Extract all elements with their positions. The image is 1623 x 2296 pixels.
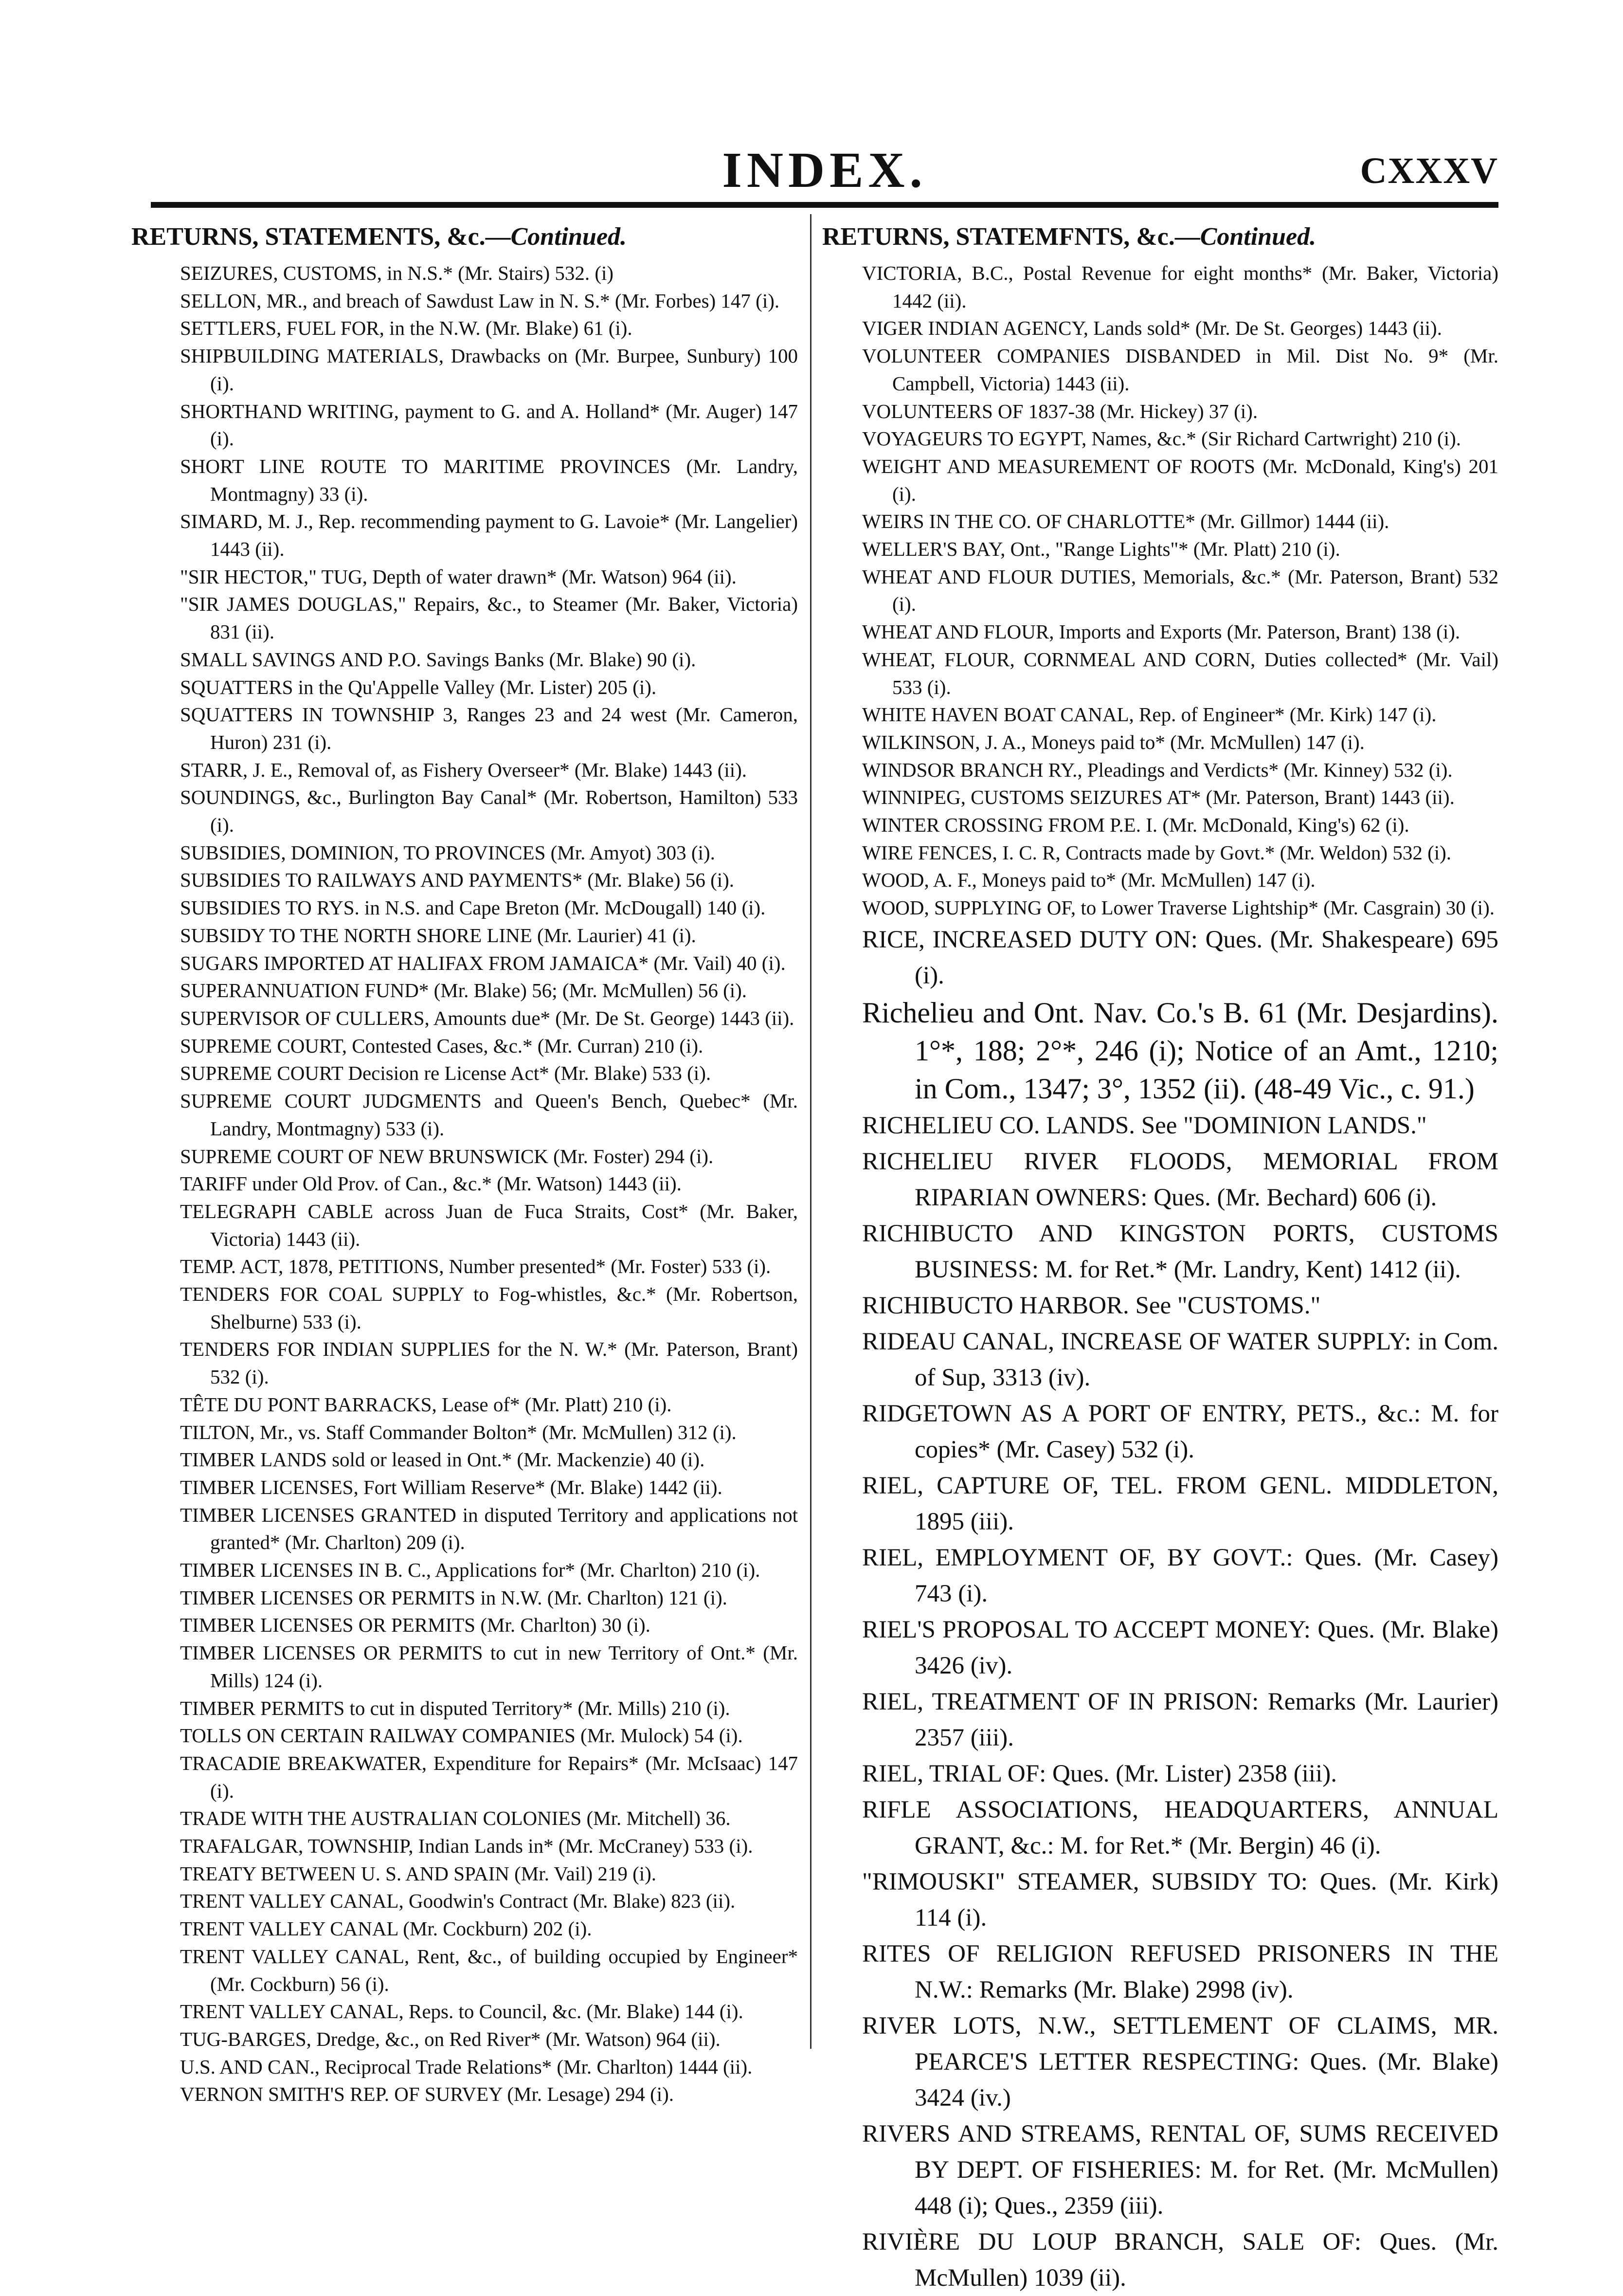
index-entry: TÊTE DU PONT BARRACKS, Lease of* (Mr. Platt) 210 (i).	[180, 1393, 672, 1416]
index-entry: SUBSIDIES TO RYS. in N.S. and Cape Breton (Mr. McDougall) 140 (i).	[180, 896, 766, 919]
index-entry: WOOD, A. F., Moneys paid to* (Mr. McMullen) 147 (i).	[862, 869, 1316, 892]
index-entry: SQUATTERS IN TOWNSHIP 3, Ranges 23 and 24 west (Mr. Cameron, Huron) 231 (i).	[180, 703, 798, 753]
index-entry: TIMBER PERMITS to cut in disputed Territory* (Mr. Mills) 210 (i).	[180, 1696, 730, 1719]
index-entry: TARIFF under Old Prov. of Can., &c.* (Mr. Watson) 1443 (ii).	[180, 1172, 682, 1195]
index-entry: VIGER INDIAN AGENCY, Lands sold* (Mr. De St. Georges) 1443 (ii).	[862, 317, 1442, 340]
index-entry: RIEL, TREATMENT OF IN PRISON: Remarks (Mr. Laurier) 2357 (iii).	[862, 1688, 1498, 1751]
index-entry: WELLER'S BAY, Ont., "Range Lights"* (Mr. Platt) 210 (i).	[862, 538, 1340, 561]
index-entry: TENDERS FOR INDIAN SUPPLIES for the N. W.* (Mr. Paterson, Brant) 532 (i).	[180, 1338, 798, 1388]
index-entry: TRENT VALLEY CANAL, Reps. to Council, &c. (Mr. Blake) 144 (i).	[180, 2000, 743, 2023]
index-entry: RIEL'S PROPOSAL TO ACCEPT MONEY: Ques. (Mr. Blake) 3426 (iv).	[862, 1616, 1498, 1679]
index-entry: TRAFALGAR, TOWNSHIP, Indian Lands in* (Mr. McCraney) 533 (i).	[180, 1835, 753, 1858]
index-entry: TIMBER LICENSES OR PERMITS in N.W. (Mr. Charlton) 121 (i).	[180, 1586, 727, 1609]
index-entry: SOUNDINGS, &c., Burlington Bay Canal* (Mr. Robertson, Hamilton) 533 (i).	[180, 786, 798, 837]
index-entry: STARR, J. E., Removal of, as Fishery Overseer* (Mr. Blake) 1443 (ii).	[180, 758, 747, 781]
index-entry: WHEAT, FLOUR, CORNMEAL AND CORN, Duties collected* (Mr. Vail) 533 (i).	[862, 648, 1498, 698]
index-entry: RIDEAU CANAL, INCREASE OF WATER SUPPLY: in Com. of Sup, 3313 (iv).	[862, 1328, 1498, 1391]
index-entry: SQUATTERS in the Qu'Appelle Valley (Mr. Lister) 205 (i).	[180, 675, 657, 698]
index-entry: WHEAT AND FLOUR, Imports and Exports (Mr. Paterson, Brant) 138 (i).	[862, 620, 1461, 643]
index-entry: SUPERANNUATION FUND* (Mr. Blake) 56; (Mr. McMullen) 56 (i).	[180, 979, 747, 1002]
index-entry: VICTORIA, B.C., Postal Revenue for eight months* (Mr. Baker, Victoria) 1442 (ii).	[862, 262, 1498, 312]
index-entry: WIRE FENCES, I. C. R, Contracts made by Govt.* (Mr. Weldon) 532 (i).	[862, 841, 1452, 864]
index-entry: SUPREME COURT Decision re License Act* (Mr. Blake) 533 (i).	[180, 1062, 711, 1085]
index-entry: SETTLERS, FUEL FOR, in the N.W. (Mr. Blake) 61 (i).	[180, 317, 632, 340]
index-entry: RIEL, EMPLOYMENT OF, BY GOVT.: Ques. (Mr. Casey) 743 (i).	[862, 1544, 1498, 1607]
index-entry: RICHELIEU CO. LANDS. See "DOMINION LANDS."	[862, 1112, 1427, 1139]
index-entry: Richelieu and Ont. Nav. Co.'s B. 61 (Mr. Desjardins). 1°*, 188; 2°*, 246 (i); Notice of an Amt., 1210; in Com., 1347; 3°, 1352 (ii). (48-49 Vic., c. 91.)	[862, 996, 1498, 1105]
index-entry: TRENT VALLEY CANAL (Mr. Cockburn) 202 (i).	[180, 1917, 592, 1940]
index-entry: TIMBER LICENSES, Fort William Reserve* (Mr. Blake) 1442 (ii).	[180, 1476, 722, 1498]
column-divider	[810, 214, 812, 2049]
index-entry: TIMBER LICENSES GRANTED in disputed Territory and applications not granted* (Mr. Charlton) 209 (i).	[180, 1503, 798, 1554]
index-entry: TRADE WITH THE AUSTRALIAN COLONIES (Mr. Mitchell) 36.	[180, 1807, 731, 1830]
index-entry: WEIRS IN THE CO. OF CHARLOTTE* (Mr. Gillmor) 1444 (ii).	[862, 510, 1389, 533]
index-entry: SEIZURES, CUSTOMS, in N.S.* (Mr. Stairs) 532. (i)	[180, 262, 614, 284]
index-entry: SUPREME COURT OF NEW BRUNSWICK (Mr. Foster) 294 (i).	[180, 1145, 714, 1167]
section-heading-left: RETURNS, STATEMENTS, &c.—Continued.	[131, 223, 627, 251]
left-column	[131, 221, 798, 2108]
index-entry: RICHIBUCTO HARBOR. See "CUSTOMS."	[862, 1292, 1321, 1319]
index-entry: WINDSOR BRANCH RY., Pleadings and Verdicts* (Mr. Kinney) 532 (i).	[862, 758, 1453, 781]
index-entry: RIDGETOWN AS A PORT OF ENTRY, PETS., &c.: M. for copies* (Mr. Casey) 532 (i).	[862, 1400, 1498, 1463]
index-entry: RIEL, CAPTURE OF, TEL. FROM GENL. MIDDLETON, 1895 (iii).	[862, 1472, 1498, 1535]
index-entry: TIMBER LICENSES IN B. C., Applications for* (Mr. Charlton) 210 (i).	[180, 1559, 760, 1582]
index-entry: WINTER CROSSING FROM P.E. I. (Mr. McDonald, King's) 62 (i).	[862, 814, 1409, 837]
right-column	[822, 221, 1498, 2296]
index-entry: "SIR JAMES DOUGLAS," Repairs, &c., to Steamer (Mr. Baker, Victoria) 831 (ii).	[180, 593, 798, 643]
index-entry: TIMBER LICENSES OR PERMITS to cut in new Territory of Ont.* (Mr. Mills) 124 (i).	[180, 1641, 798, 1692]
main-entry-list	[822, 922, 1498, 2296]
index-entry: U.S. AND CAN., Reciprocal Trade Relations* (Mr. Charlton) 1444 (ii).	[180, 2055, 753, 2078]
index-entry: RIVIÈRE DU LOUP BRANCH, SALE OF: Ques. (Mr. McMullen) 1039 (ii).	[862, 2228, 1498, 2292]
left-entry-list	[131, 259, 798, 2108]
index-entry: WEIGHT AND MEASUREMENT OF ROOTS (Mr. McDonald, King's) 201 (i).	[862, 455, 1498, 505]
index-entry: TIMBER LANDS sold or leased in Ont.* (Mr. Mackenzie) 40 (i).	[180, 1448, 705, 1471]
index-entry: RIVERS AND STREAMS, RENTAL OF, SUMS RECEIVED BY DEPT. OF FISHERIES: M. for Ret. (Mr. McMullen) 448 (i); Ques., 2359 (iii).	[862, 2120, 1498, 2220]
index-entry: VERNON SMITH'S REP. OF SURVEY (Mr. Lesage) 294 (i).	[180, 2083, 674, 2106]
index-entry: TRENT VALLEY CANAL, Goodwin's Contract (Mr. Blake) 823 (ii).	[180, 1890, 736, 1913]
index-entry: VOYAGEURS TO EGYPT, Names, &c.* (Sir Richard Cartwright) 210 (i).	[862, 427, 1461, 450]
index-entry: SHIPBUILDING MATERIALS, Drawbacks on (Mr. Burpee, Sunbury) 100 (i).	[180, 345, 798, 395]
index-entry: TENDERS FOR COAL SUPPLY to Fog-whistles, &c.* (Mr. Robertson, Shelburne) 533 (i).	[180, 1283, 798, 1333]
index-entry: TILTON, Mr., vs. Staff Commander Bolton* (Mr. McMullen) 312 (i).	[180, 1421, 737, 1443]
index-entry: WINNIPEG, CUSTOMS SEIZURES AT* (Mr. Paterson, Brant) 1443 (ii).	[862, 786, 1455, 809]
index-entry: RICE, INCREASED DUTY ON: Ques. (Mr. Shakespeare) 695 (i).	[862, 926, 1498, 989]
index-entry: VOLUNTEERS OF 1837-38 (Mr. Hickey) 37 (i).	[862, 400, 1258, 422]
index-entry: SHORTHAND WRITING, payment to G. and A. Holland* (Mr. Auger) 147 (i).	[180, 400, 798, 450]
index-entry: WILKINSON, J. A., Moneys paid to* (Mr. McMullen) 147 (i).	[862, 730, 1365, 753]
index-entry: SUPREME COURT, Contested Cases, &c.* (Mr. Curran) 210 (i).	[180, 1034, 703, 1057]
index-entry: WOOD, SUPPLYING OF, to Lower Traverse Lightship* (Mr. Casgrain) 30 (i).	[862, 896, 1495, 919]
index-entry: "RIMOUSKI" STEAMER, SUBSIDY TO: Ques. (Mr. Kirk) 114 (i).	[862, 1868, 1498, 1932]
index-entry: SMALL SAVINGS AND P.O. Savings Banks (Mr. Blake) 90 (i).	[180, 648, 696, 671]
index-entry: RICHELIEU RIVER FLOODS, MEMORIAL FROM RIPARIAN OWNERS: Ques. (Mr. Bechard) 606 (i).	[862, 1148, 1498, 1211]
index-entry: SUBSIDIES TO RAILWAYS AND PAYMENTS* (Mr. Blake) 56 (i).	[180, 869, 735, 892]
page-number: CXXXV	[1360, 150, 1498, 191]
index-entry: SUPERVISOR OF CULLERS, Amounts due* (Mr. De St. George) 1443 (ii).	[180, 1006, 794, 1029]
index-entry: SELLON, MR., and breach of Sawdust Law in N. S.* (Mr. Forbes) 147 (i).	[180, 289, 780, 312]
index-entry: TUG-BARGES, Dredge, &c., on Red River* (Mr. Watson) 964 (ii).	[180, 2028, 721, 2050]
index-entry: TRACADIE BREAKWATER, Expenditure for Repairs* (Mr. McIsaac) 147 (i).	[180, 1751, 798, 1802]
page-title: INDEX.	[722, 142, 927, 198]
index-entry: "SIR HECTOR," TUG, Depth of water drawn* (Mr. Watson) 964 (ii).	[180, 565, 737, 588]
index-entry: WHITE HAVEN BOAT CANAL, Rep. of Engineer* (Mr. Kirk) 147 (i).	[862, 703, 1437, 726]
index-entry: TREATY BETWEEN U. S. AND SPAIN (Mr. Vail) 219 (i).	[180, 1862, 657, 1885]
index-entry: SUPREME COURT JUDGMENTS and Queen's Bench, Quebec* (Mr. Landry, Montmagny) 533 (i).	[180, 1090, 798, 1140]
index-entry: TOLLS ON CERTAIN RAILWAY COMPANIES (Mr. Mulock) 54 (i).	[180, 1724, 743, 1747]
index-entry: RIVER LOTS, N.W., SETTLEMENT OF CLAIMS, MR. PEARCE'S LETTER RESPECTING: Ques. (Mr. Blake) 3424 (iv.)	[862, 2012, 1498, 2112]
right-entry-list	[822, 259, 1498, 922]
index-entry: SUBSIDIES, DOMINION, TO PROVINCES (Mr. Amyot) 303 (i).	[180, 841, 715, 864]
header-rule	[151, 202, 1498, 208]
index-entry: SUBSIDY TO THE NORTH SHORE LINE (Mr. Laurier) 41 (i).	[180, 924, 696, 947]
index-entry: SUGARS IMPORTED AT HALIFAX FROM JAMAICA* (Mr. Vail) 40 (i).	[180, 951, 786, 974]
index-entry: RICHIBUCTO AND KINGSTON PORTS, CUSTOMS BUSINESS: M. for Ret.* (Mr. Landry, Kent) 1412 (ii).	[862, 1220, 1498, 1283]
index-entry: RITES OF RELIGION REFUSED PRISONERS IN THE N.W.: Remarks (Mr. Blake) 2998 (iv).	[862, 1940, 1498, 2004]
index-entry: TRENT VALLEY CANAL, Rent, &c., of building occupied by Engineer* (Mr. Cockburn) 56 (i).	[180, 1945, 798, 1995]
index-entry: SHORT LINE ROUTE TO MARITIME PROVINCES (Mr. Landry, Montmagny) 33 (i).	[180, 455, 798, 505]
index-entry: SIMARD, M. J., Rep. recommending payment to G. Lavoie* (Mr. Langelier) 1443 (ii).	[180, 510, 798, 561]
index-entry: WHEAT AND FLOUR DUTIES, Memorials, &c.* (Mr. Paterson, Brant) 532 (i).	[862, 565, 1498, 616]
index-entry: RIFLE ASSOCIATIONS, HEADQUARTERS, ANNUAL GRANT, &c.: M. for Ret.* (Mr. Bergin) 46 (i).	[862, 1796, 1498, 1859]
index-entry: TELEGRAPH CABLE across Juan de Fuca Straits, Cost* (Mr. Baker, Victoria) 1443 (ii).	[180, 1200, 798, 1250]
index-entry: TIMBER LICENSES OR PERMITS (Mr. Charlton) 30 (i).	[180, 1614, 650, 1637]
section-heading-right: RETURNS, STATEMFNTS, &c.—Continued.	[822, 223, 1316, 251]
index-entry: VOLUNTEER COMPANIES DISBANDED in Mil. Dist No. 9* (Mr. Campbell, Victoria) 1443 (ii).	[862, 345, 1498, 395]
index-entry: RIEL, TRIAL OF: Ques. (Mr. Lister) 2358 (iii).	[862, 1760, 1337, 1787]
index-entry: TEMP. ACT, 1878, PETITIONS, Number presented* (Mr. Foster) 533 (i).	[180, 1255, 771, 1278]
